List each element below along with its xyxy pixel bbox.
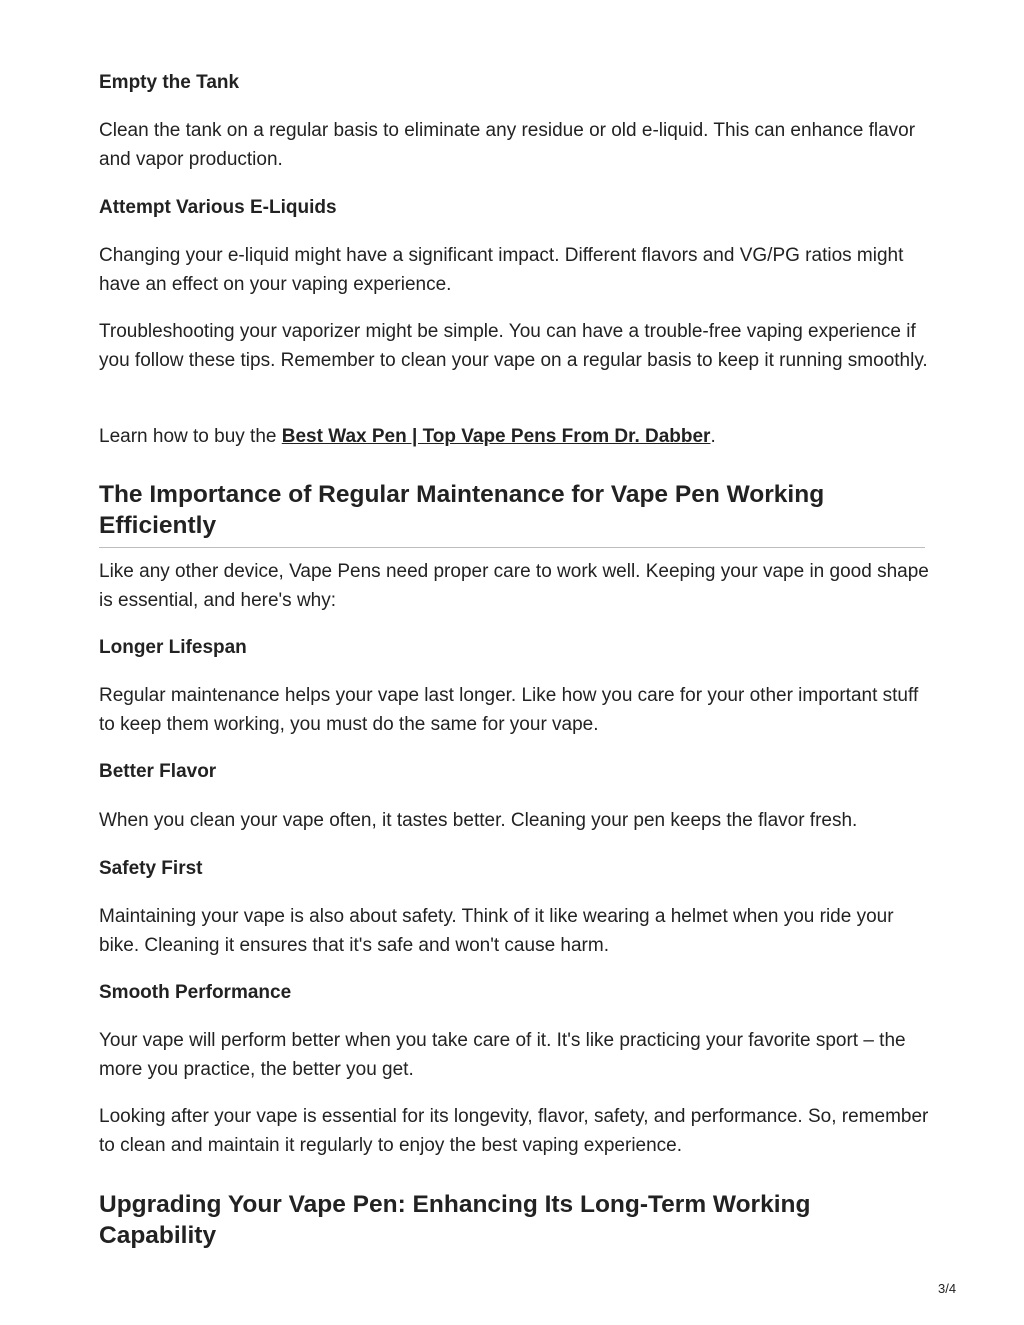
subheading-smooth-performance: Smooth Performance	[99, 982, 292, 1003]
paragraph-various-eliquids: Changing your e-liquid might have a significant impact. Different flavors and VG/PG ratios might have an effect on your vaping experience.	[99, 245, 904, 295]
best-wax-pen-link[interactable]: Best Wax Pen | Top Vape Pens From Dr. Dabber	[281, 426, 711, 447]
heading-regular-maintenance: The Importance of Regular Maintenance for Vape Pen Working Efficiently	[99, 481, 825, 539]
paragraph-smooth-performance: Your vape will perform better when you take care of it. It's like practicing your favorite sport – the more you practice, the better you get.	[99, 1030, 906, 1080]
paragraph-maintenance-conclusion: Looking after your vape is essential for its longevity, flavor, safety, and performance. So, remember to clean and maintain it regularly to enjoy the best vaping experience.	[99, 1106, 929, 1156]
subheading-better-flavor: Better Flavor	[99, 761, 217, 782]
paragraph-maintenance-intro: Like any other device, Vape Pens need proper care to work well. Keeping your vape in good shape is essential, and here's why:	[99, 561, 929, 611]
heading-divider	[99, 547, 925, 548]
subheading-empty-tank: Empty the Tank	[99, 72, 240, 93]
paragraph-longer-lifespan: Regular maintenance helps your vape last longer. Like how you care for your other important stuff to keep them working, you must do the same for your vape.	[99, 685, 919, 735]
subheading-longer-lifespan: Longer Lifespan	[99, 637, 247, 658]
paragraph-safety-first: Maintaining your vape is also about safety. Think of it like wearing a helmet when you ride your bike. Cleaning it ensures that it's safe and won't cause harm.	[99, 906, 894, 956]
page-number: 3/4	[938, 1281, 957, 1296]
paragraph-empty-tank: Clean the tank on a regular basis to eliminate any residue or old e-liquid. This can enhance flavor and vapor production.	[99, 120, 916, 170]
heading-upgrading-vape-pen: Upgrading Your Vape Pen: Enhancing Its Long-Term Working Capability	[99, 1191, 811, 1249]
subheading-various-eliquids: Attempt Various E-Liquids	[99, 197, 337, 218]
paragraph-better-flavor: When you clean your vape often, it tastes better. Cleaning your pen keeps the flavor fresh.	[99, 810, 858, 831]
subheading-safety-first: Safety First	[99, 858, 203, 879]
paragraph-troubleshooting-summary: Troubleshooting your vaporizer might be simple. You can have a trouble-free vaping experience if you follow these tips. Remember to clean your vape on a regular basis to keep it running smoothly.	[99, 321, 928, 371]
learn-more-prefix: Learn how to buy the	[99, 426, 282, 447]
paragraph-learn-more	[99, 423, 929, 452]
learn-more-suffix: .	[710, 426, 716, 447]
